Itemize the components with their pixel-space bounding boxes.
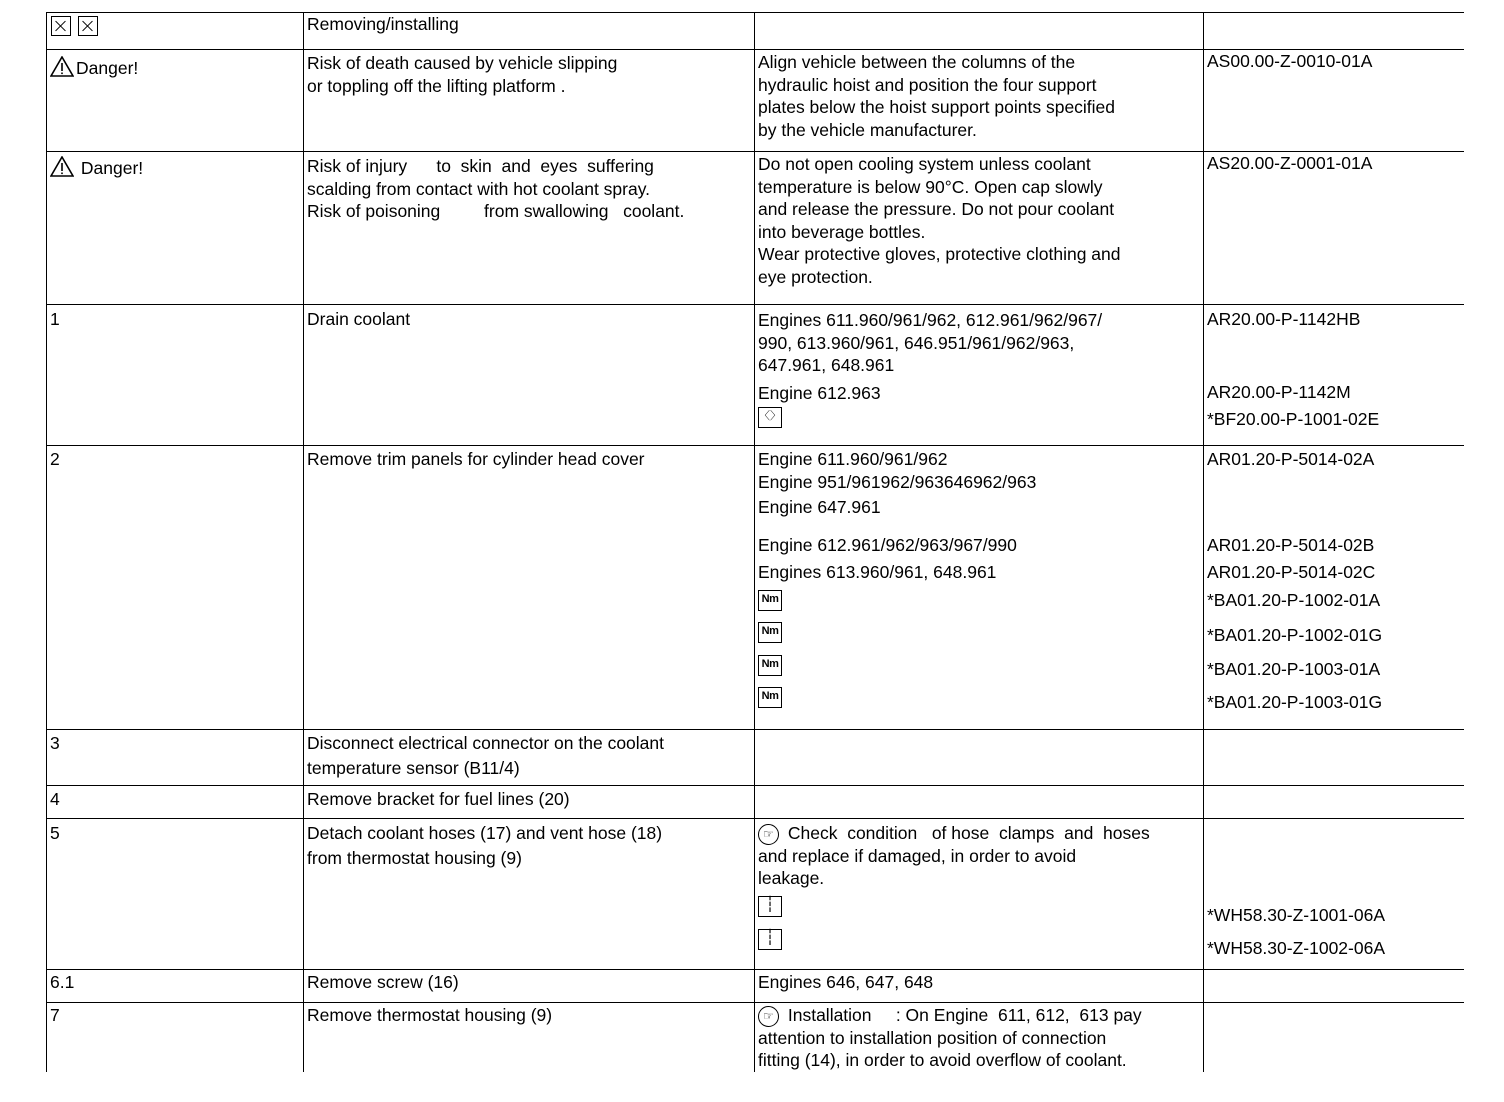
- note-text: Engine 951/961962/963646962/963: [758, 471, 1037, 492]
- refs-cell: [1204, 1003, 1465, 1073]
- notes-cell: [755, 970, 1204, 1003]
- notes-cell: [755, 446, 1204, 730]
- procedure-table: [46, 12, 1464, 1072]
- action-text: Remove trim panels for cylinder head cover: [307, 449, 645, 469]
- note-text: into beverage bottles.: [758, 221, 926, 242]
- install-icon: [78, 16, 98, 36]
- note-text: Do not open cooling system unless coolant: [758, 154, 1091, 174]
- action-text: Risk of injury to skin and eyes suffering: [307, 156, 654, 176]
- torque-icon: Nm: [758, 590, 782, 611]
- torque-icon: Nm: [758, 655, 782, 676]
- info-icon: ☞: [758, 824, 779, 845]
- step-cell: [47, 786, 304, 819]
- table-row: [47, 730, 1465, 786]
- step-number: 5: [50, 823, 60, 843]
- notes-cell: [755, 152, 1204, 305]
- warning-icon: [50, 156, 74, 177]
- action-text: Remove bracket for fuel lines (20): [307, 789, 570, 809]
- note-text: and replace if damaged, in order to avoid: [758, 845, 1077, 866]
- note-text: Engine 612.963: [758, 382, 881, 403]
- ref-link[interactable]: *BA01.20-P-1003-01G: [1207, 692, 1383, 712]
- hose-clamp-icon: ┆: [758, 896, 782, 917]
- action-text: Risk of poisoning from swallowing coolant.: [307, 201, 685, 221]
- ref-link[interactable]: AR01.20-P-5014-02C: [1207, 562, 1376, 582]
- notes-cell: [755, 50, 1204, 152]
- action-cell: [304, 152, 755, 305]
- action-cell: [304, 730, 755, 786]
- action-cell: [304, 1003, 755, 1073]
- table-row: [47, 13, 1465, 50]
- note-text: Align vehicle between the columns of the: [758, 52, 1076, 72]
- table-row: [47, 50, 1465, 152]
- coolant-capacity-icon: 〈〉: [758, 407, 782, 428]
- refs-cell: [1204, 786, 1465, 819]
- action-cell: [304, 50, 755, 152]
- step-cell: [47, 970, 304, 1003]
- ref-link[interactable]: AS00.00-Z-0010-01A: [1207, 51, 1373, 71]
- action-text: Detach coolant hoses (17) and vent hose (18): [307, 823, 663, 843]
- torque-icon: Nm: [758, 622, 782, 643]
- note-text: hydraulic hoist and position the four support: [758, 74, 1097, 95]
- warning-icon: [50, 56, 74, 77]
- action-text: Risk of death caused by vehicle slipping: [307, 53, 618, 73]
- refs-cell: [1204, 446, 1465, 730]
- notes-cell: [755, 13, 1204, 50]
- note-text: eye protection.: [758, 266, 873, 287]
- action-text: Remove screw (16): [307, 972, 459, 992]
- action-cell: [304, 970, 755, 1003]
- action-cell: [304, 305, 755, 446]
- refs-cell: [1204, 305, 1465, 446]
- note-text: attention to installation position of connection: [758, 1027, 1107, 1048]
- note-text: temperature is below 90°C. Open cap slowly: [758, 176, 1103, 197]
- note-text: Engines 613.960/961, 648.961: [758, 562, 997, 582]
- ref-link[interactable]: *WH58.30-Z-1001-06A: [1207, 905, 1385, 925]
- table-row: [47, 446, 1465, 730]
- note-text: fitting (14), in order to avoid overflow of coolant.: [758, 1050, 1127, 1071]
- action-cell: [304, 819, 755, 970]
- note-text: by the vehicle manufacturer.: [758, 119, 977, 140]
- danger-label: Danger!: [76, 58, 139, 78]
- table-row: [47, 305, 1465, 446]
- step-number: 6.1: [50, 972, 75, 992]
- ref-link[interactable]: AR20.00-P-1142M: [1207, 381, 1351, 402]
- procedure-page: [46, 12, 1464, 1072]
- note-text: Wear protective gloves, protective clothing and: [758, 244, 1121, 264]
- action-text: Removing/installing: [307, 14, 459, 34]
- notes-cell: [755, 1003, 1204, 1073]
- note-text: plates below the hoist support points specified: [758, 97, 1116, 117]
- note-text: 990, 613.960/961, 646.951/961/962/963,: [758, 332, 1075, 353]
- action-cell: [304, 786, 755, 819]
- refs-cell: [1204, 970, 1465, 1003]
- action-text: Drain coolant: [307, 309, 411, 329]
- notes-cell: [755, 786, 1204, 819]
- note-text: 647.961, 648.961: [758, 355, 895, 375]
- step-cell: [47, 1003, 304, 1073]
- refs-cell: [1204, 730, 1465, 786]
- step-number: 2: [50, 449, 60, 469]
- note-text: Installation : On Engine 611, 612, 613 pay: [783, 1005, 1142, 1025]
- note-text: Engines 611.960/961/962, 612.961/962/967/: [758, 310, 1103, 330]
- step-number: 7: [50, 1005, 60, 1025]
- step-cell: [47, 305, 304, 446]
- refs-cell: [1204, 152, 1465, 305]
- notes-cell: [755, 730, 1204, 786]
- notes-cell: [755, 819, 1204, 970]
- step-cell: [47, 152, 304, 305]
- step-number: 4: [50, 789, 60, 809]
- ref-link[interactable]: AR01.20-P-5014-02B: [1207, 534, 1375, 555]
- notes-cell: [755, 305, 1204, 446]
- action-cell: [304, 13, 755, 50]
- ref-link[interactable]: *WH58.30-Z-1002-06A: [1207, 937, 1385, 958]
- action-text: temperature sensor (B11/4): [307, 757, 520, 778]
- note-text: Engine 647.961: [758, 497, 881, 517]
- action-text: from thermostat housing (9): [307, 847, 522, 868]
- table-row: [47, 152, 1465, 305]
- step-number: 1: [50, 309, 60, 329]
- table-row: [47, 1003, 1465, 1073]
- table-row: [47, 970, 1465, 1003]
- refs-cell: [1204, 819, 1465, 970]
- note-text: and release the pressure. Do not pour coolant: [758, 199, 1115, 219]
- note-text: leakage.: [758, 868, 825, 889]
- step-cell: [47, 819, 304, 970]
- step-cell: [47, 730, 304, 786]
- torque-icon: Nm: [758, 687, 782, 708]
- remove-icon: [51, 16, 71, 36]
- refs-cell: [1204, 13, 1465, 50]
- info-icon: ☞: [758, 1006, 779, 1027]
- ref-link[interactable]: *BF20.00-P-1001-02E: [1207, 409, 1380, 429]
- step-cell: [47, 446, 304, 730]
- step-number: 3: [50, 733, 60, 753]
- action-text: Disconnect electrical connector on the coolant: [307, 733, 665, 753]
- ref-link[interactable]: AS20.00-Z-0001-01A: [1207, 153, 1373, 173]
- table-row: [47, 819, 1465, 970]
- ref-link[interactable]: *BA01.20-P-1003-01A: [1207, 658, 1381, 679]
- step-cell: [47, 13, 304, 50]
- action-text: or toppling off the lifting platform .: [307, 75, 566, 96]
- note-text: Engine 611.960/961/962: [758, 449, 948, 469]
- hose-clamp-icon: ┆: [758, 929, 782, 950]
- action-text: Remove thermostat housing (9): [307, 1005, 553, 1025]
- action-cell: [304, 446, 755, 730]
- note-text: Engines 646, 647, 648: [758, 972, 934, 992]
- ref-link[interactable]: AR01.20-P-5014-02A: [1207, 449, 1375, 469]
- step-cell: [47, 50, 304, 152]
- ref-link[interactable]: *BA01.20-P-1002-01A: [1207, 589, 1381, 610]
- ref-link[interactable]: *BA01.20-P-1002-01G: [1207, 625, 1383, 645]
- table-row: [47, 786, 1465, 819]
- refs-cell: [1204, 50, 1465, 152]
- note-text: Check condition of hose clamps and hoses: [783, 823, 1150, 843]
- note-text: Engine 612.961/962/963/967/990: [758, 534, 1017, 555]
- danger-label: Danger!: [80, 158, 144, 178]
- action-text: scalding from contact with hot coolant spray.: [307, 178, 651, 199]
- ref-link[interactable]: AR20.00-P-1142HB: [1207, 309, 1361, 329]
